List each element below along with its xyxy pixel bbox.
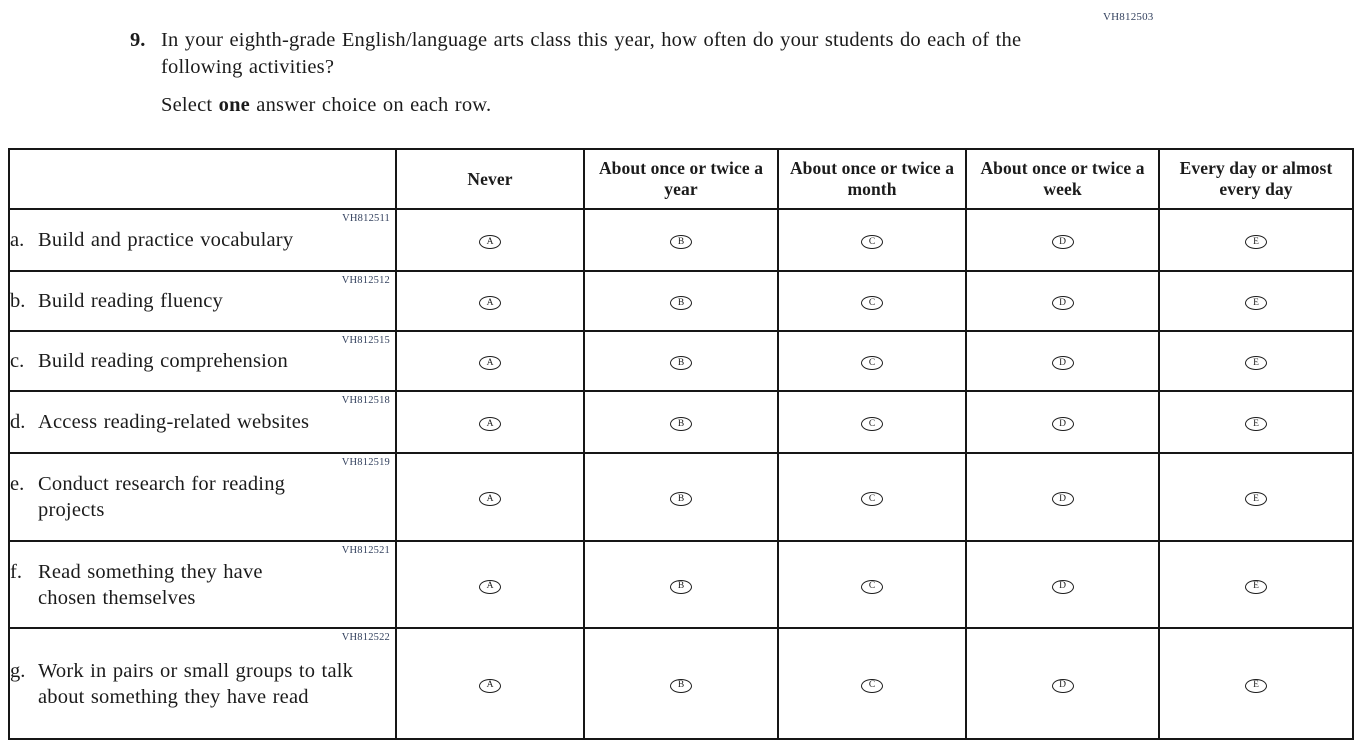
answer-bubble-E[interactable]: E — [1245, 580, 1267, 594]
choice-cell — [966, 541, 1159, 628]
choice-cell — [584, 541, 778, 628]
table-row-d — [9, 391, 1353, 453]
choice-cell — [778, 271, 966, 331]
table-row-c — [9, 331, 1353, 391]
column-header-once-twice-month: About once or twice a month — [778, 149, 966, 209]
item-cell — [9, 271, 396, 331]
answer-bubble-B[interactable]: B — [670, 679, 692, 693]
answer-bubble-A[interactable]: A — [479, 417, 501, 431]
answer-bubble-A[interactable]: A — [479, 356, 501, 370]
item-code: VH812519 — [341, 457, 390, 468]
choice-cell — [396, 628, 584, 739]
choice-cell — [584, 271, 778, 331]
choice-cell — [396, 331, 584, 391]
question-instruction — [161, 94, 491, 117]
choice-cell — [966, 331, 1159, 391]
instruction-suffix: answer choice on each row. — [249, 94, 492, 116]
answer-bubble-B[interactable]: B — [670, 356, 692, 370]
answer-bubble-A[interactable]: A — [479, 492, 501, 506]
choice-cell — [1159, 331, 1353, 391]
item-cell — [9, 391, 396, 453]
item-label: Conduct research for reading projects — [38, 473, 286, 521]
choice-cell — [778, 628, 966, 739]
choice-cell — [1159, 271, 1353, 331]
activities-matrix-table — [8, 148, 1354, 740]
choice-cell — [396, 541, 584, 628]
answer-bubble-C[interactable]: C — [861, 580, 883, 594]
choice-cell — [778, 541, 966, 628]
item-code: VH812512 — [341, 275, 390, 286]
answer-bubble-A[interactable]: A — [479, 235, 501, 249]
item-code: VH812511 — [342, 213, 390, 224]
choice-cell — [966, 271, 1159, 331]
item-cell — [9, 541, 396, 628]
answer-bubble-C[interactable]: C — [861, 679, 883, 693]
choice-cell — [584, 331, 778, 391]
answer-bubble-E[interactable]: E — [1245, 679, 1267, 693]
table-row-g — [9, 628, 1353, 739]
answer-bubble-B[interactable]: B — [670, 235, 692, 249]
answer-bubble-C[interactable]: C — [861, 417, 883, 431]
table-row-b — [9, 271, 1353, 331]
choice-cell — [778, 209, 966, 271]
answer-bubble-D[interactable]: D — [1052, 235, 1074, 249]
answer-bubble-D[interactable]: D — [1052, 417, 1074, 431]
question-number: 9. — [130, 29, 146, 51]
item-cell — [9, 331, 396, 391]
answer-bubble-E[interactable]: E — [1245, 417, 1267, 431]
item-cell — [9, 628, 396, 739]
answer-bubble-A[interactable]: A — [479, 679, 501, 693]
choice-cell — [396, 271, 584, 331]
answer-bubble-E[interactable]: E — [1245, 492, 1267, 506]
answer-bubble-D[interactable]: D — [1052, 296, 1074, 310]
item-cell — [9, 209, 396, 271]
item-letter: d. — [10, 411, 26, 433]
answer-bubble-C[interactable]: C — [861, 492, 883, 506]
answer-bubble-B[interactable]: B — [670, 417, 692, 431]
answer-bubble-A[interactable]: A — [479, 580, 501, 594]
choice-cell — [1159, 209, 1353, 271]
choice-cell — [396, 453, 584, 541]
column-header-once-twice-year: About once or twice a year — [584, 149, 778, 209]
item-letter: c. — [10, 350, 25, 372]
item-letter: f. — [10, 560, 22, 583]
choice-cell — [778, 331, 966, 391]
item-label: Build and practice vocabulary — [38, 229, 294, 251]
choice-cell — [584, 391, 778, 453]
choice-cell — [396, 209, 584, 271]
item-label: Access reading-related websites — [38, 411, 310, 433]
choice-cell — [584, 209, 778, 271]
instruction-prefix: Select — [161, 94, 219, 116]
answer-bubble-C[interactable]: C — [861, 356, 883, 370]
answer-bubble-B[interactable]: B — [670, 296, 692, 310]
column-header-every-day: Every day or almost every day — [1159, 149, 1353, 209]
item-cell — [9, 453, 396, 541]
item-code: VH812521 — [341, 545, 390, 556]
answer-bubble-D[interactable]: D — [1052, 679, 1074, 693]
choice-cell — [966, 628, 1159, 739]
choice-cell — [584, 628, 778, 739]
choice-cell — [396, 391, 584, 453]
answer-bubble-E[interactable]: E — [1245, 356, 1267, 370]
question-code: VH812503 — [1103, 11, 1154, 23]
item-code: VH812522 — [341, 632, 390, 643]
choice-cell — [778, 453, 966, 541]
answer-bubble-B[interactable]: B — [670, 580, 692, 594]
choice-cell — [584, 453, 778, 541]
item-code: VH812518 — [341, 395, 390, 406]
answer-bubble-C[interactable]: C — [861, 235, 883, 249]
answer-bubble-D[interactable]: D — [1052, 356, 1074, 370]
item-letter: g. — [10, 659, 26, 682]
item-letter: a. — [10, 229, 25, 251]
answer-bubble-D[interactable]: D — [1052, 580, 1074, 594]
item-label: Work in pairs or small groups to talk about something they have read — [38, 659, 354, 708]
question-text: In your eighth-grade English/language arts class this year, how often do your students do each of the following activities? — [161, 29, 1022, 78]
item-label: Build reading fluency — [38, 290, 223, 312]
choice-cell — [966, 209, 1159, 271]
item-code: VH812515 — [341, 335, 390, 346]
choice-cell — [1159, 391, 1353, 453]
item-letter: b. — [10, 290, 26, 312]
answer-bubble-C[interactable]: C — [861, 296, 883, 310]
item-label: Build reading comprehension — [38, 350, 288, 372]
table-row-f — [9, 541, 1353, 628]
item-letter: e. — [10, 473, 25, 495]
table-row-e — [9, 453, 1353, 541]
instruction-bold-word: one — [218, 94, 250, 116]
choice-cell — [778, 391, 966, 453]
table-row-a — [9, 209, 1353, 271]
answer-bubble-E[interactable]: E — [1245, 235, 1267, 249]
choice-cell — [966, 453, 1159, 541]
column-header-once-twice-week: About once or twice a week — [966, 149, 1159, 209]
choice-cell — [1159, 628, 1353, 739]
choice-cell — [1159, 453, 1353, 541]
choice-cell — [966, 391, 1159, 453]
empty-corner-cell — [9, 149, 396, 209]
choice-cell — [1159, 541, 1353, 628]
answer-bubble-D[interactable]: D — [1052, 492, 1074, 506]
header-row — [9, 149, 1353, 209]
answer-bubble-E[interactable]: E — [1245, 296, 1267, 310]
column-header-never: Never — [396, 149, 584, 209]
answer-bubble-B[interactable]: B — [670, 492, 692, 506]
question-block — [130, 27, 1071, 81]
answer-bubble-A[interactable]: A — [479, 296, 501, 310]
item-label: Read something they have chosen themselves — [38, 560, 263, 609]
